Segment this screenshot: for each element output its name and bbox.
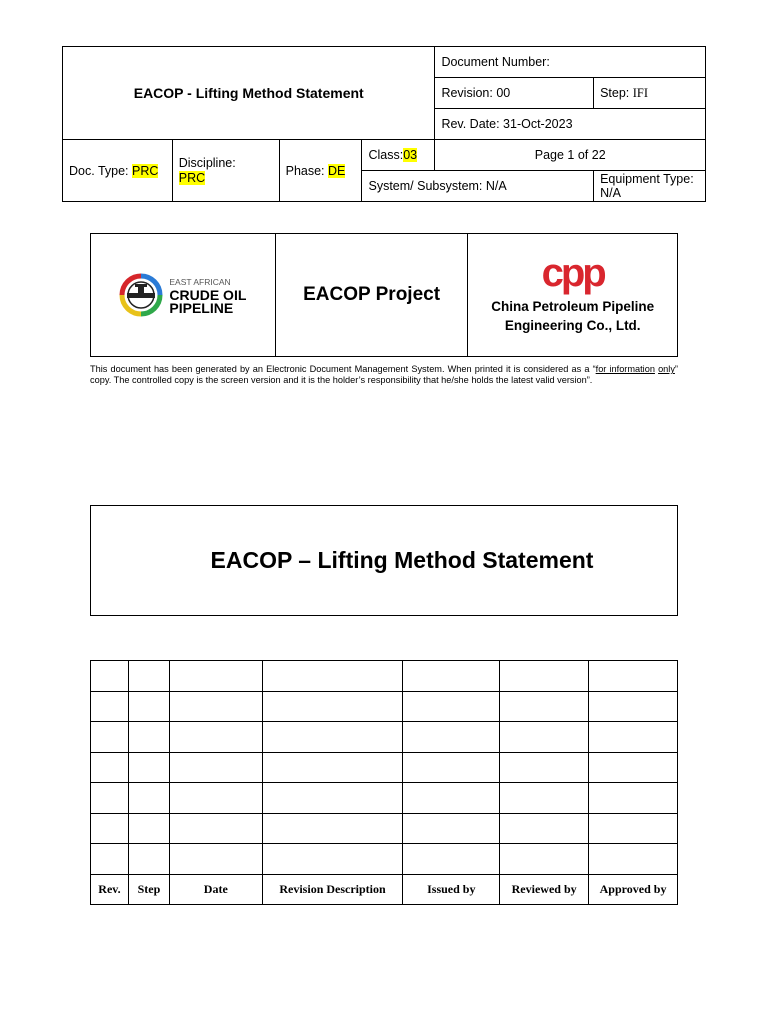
table-cell: [262, 813, 403, 844]
table-cell: [589, 752, 678, 783]
column-header: Reviewed by: [500, 874, 589, 905]
table-cell: [589, 783, 678, 814]
table-cell: [128, 661, 169, 692]
eacop-logo-cell: [91, 234, 276, 357]
table-cell: [169, 813, 262, 844]
table-cell: [589, 844, 678, 875]
table-cell: [128, 752, 169, 783]
table-cell: [262, 661, 403, 692]
equipment-type: Equipment Type: N/A: [594, 171, 706, 202]
table-cell: [403, 752, 500, 783]
document-number-label: Document Number:: [435, 47, 706, 78]
table-row: [91, 722, 678, 753]
column-header: Issued by: [403, 874, 500, 905]
table-cell: [500, 722, 589, 753]
table-cell: [169, 691, 262, 722]
table-cell: [589, 722, 678, 753]
table-cell: [169, 661, 262, 692]
table-cell: [169, 783, 262, 814]
table-cell: [91, 722, 129, 753]
table-cell: [403, 844, 500, 875]
table-cell: [262, 783, 403, 814]
system-subsystem: System/ Subsystem: N/A: [362, 171, 594, 202]
table-cell: [91, 661, 129, 692]
table-cell: [500, 844, 589, 875]
company-name-line2: Engineering Co., Ltd.: [504, 318, 641, 333]
cpp-logo-cell: [468, 234, 678, 357]
table-cell: [169, 722, 262, 753]
table-cell: [91, 752, 129, 783]
table-cell: [403, 691, 500, 722]
table-cell: [589, 813, 678, 844]
table-header-row: [91, 874, 678, 905]
page-number: Page 1 of 22: [435, 140, 706, 171]
table-cell: [91, 813, 129, 844]
table-cell: [589, 661, 678, 692]
eacop-ring-icon: [119, 273, 163, 317]
revision-table: [90, 660, 678, 905]
table-cell: [403, 661, 500, 692]
rev-date: Rev. Date: 31-Oct-2023: [435, 109, 706, 140]
table-cell: [589, 691, 678, 722]
table-row: [91, 661, 678, 692]
table-cell: [91, 691, 129, 722]
phase-cell: Phase: DE: [279, 140, 362, 202]
table-row: [91, 783, 678, 814]
eacop-logo-line3: PIPELINE: [169, 299, 234, 316]
eacop-logo-line1: EAST AFRICAN: [169, 276, 231, 287]
doc-type-cell: Doc. Type: PRC: [63, 140, 173, 202]
table-cell: [128, 691, 169, 722]
table-row: [91, 691, 678, 722]
table-cell: [91, 844, 129, 875]
table-cell: [91, 783, 129, 814]
table-cell: [500, 661, 589, 692]
main-title: EACOP – Lifting Method Statement: [210, 547, 594, 573]
table-row: [91, 752, 678, 783]
table-cell: [262, 722, 403, 753]
column-header: Rev.: [91, 874, 129, 905]
table-cell: [262, 844, 403, 875]
table-cell: [500, 691, 589, 722]
column-header: Revision Description: [262, 874, 403, 905]
document-title: EACOP - Lifting Method Statement: [63, 47, 435, 140]
revision-cell: Revision: 00: [435, 78, 594, 109]
table-cell: [500, 813, 589, 844]
table-cell: [128, 783, 169, 814]
table-cell: [128, 844, 169, 875]
table-row: [91, 844, 678, 875]
main-title-box: [90, 505, 678, 616]
table-row: [91, 813, 678, 844]
table-cell: [403, 813, 500, 844]
document-header: [62, 46, 706, 202]
column-header: Step: [128, 874, 169, 905]
table-cell: [500, 752, 589, 783]
table-cell: [500, 783, 589, 814]
table-cell: [403, 722, 500, 753]
column-header: Approved by: [589, 874, 678, 905]
table-cell: [128, 813, 169, 844]
eacop-logo-line2: CRUDE OIL: [169, 286, 247, 303]
column-header: Date: [169, 874, 262, 905]
table-cell: [169, 844, 262, 875]
table-cell: [262, 691, 403, 722]
edms-notice: This document has been generated by an Electronic Document Management System. When printed it is considered as a “for information only” copy. The controlled copy is the screen version and it is the holder’s responsibility that he/she holds the latest valid version”.: [90, 364, 678, 385]
table-cell: [403, 783, 500, 814]
class-cell: Class:03: [362, 140, 435, 171]
table-cell: [262, 752, 403, 783]
discipline-cell: Discipline: PRC: [172, 140, 279, 202]
cpp-logo: cpp: [541, 251, 604, 295]
step-cell: Step: IFI: [594, 78, 706, 109]
project-banner: [90, 233, 678, 357]
table-cell: [128, 722, 169, 753]
table-cell: [169, 752, 262, 783]
project-name: EACOP Project: [275, 234, 468, 357]
company-name-line1: China Petroleum Pipeline: [491, 299, 655, 314]
